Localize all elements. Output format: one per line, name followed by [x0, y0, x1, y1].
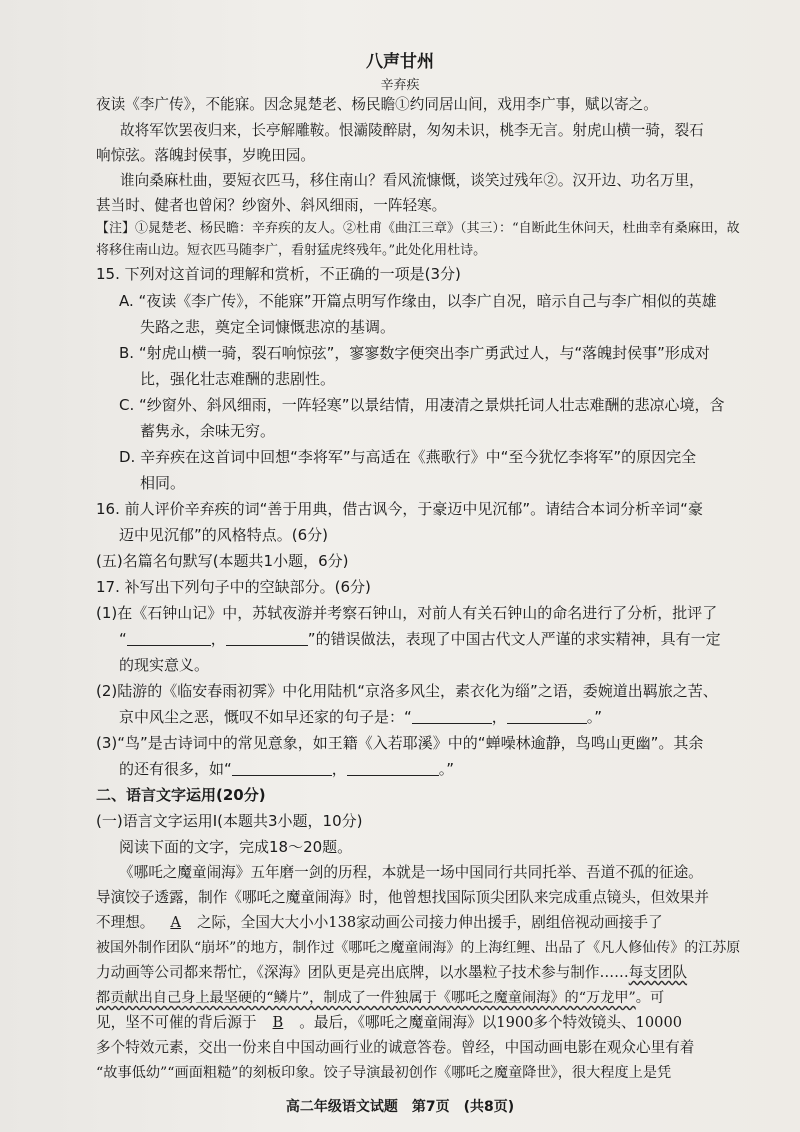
wavy-underlined-text: 都贡献出自己身上最坚硬的“鳞片”，制成了一件独属于《哪吒之魔童闹海》的“万龙甲” — [96, 990, 636, 1006]
poem-preface: 夜读《李广传》，不能寐。因念晁楚老、杨民瞻①约同居山间，戏用李广事，赋以寄之。 — [96, 96, 658, 113]
poem-line: 故将军饮罢夜归来，长亭解雕鞍。恨灞陵醉尉，匆匆未识，桃李无言。射虎山横一骑，裂石 — [120, 122, 704, 139]
q17-part1-end: 的现实意义。 — [119, 656, 210, 674]
passage-line: 导演饺子透露，制作《哪吒之魔童闹海》时，他曾想找国际顶尖团队来完成重点镜头，但效果并 — [96, 889, 709, 906]
question-16-cont: 迈中见沉郁”的风格特点。(6分) — [119, 526, 329, 544]
poem-note: 将移住南山边。短衣匹马随李广，看射猛虎终残年。”此处化用杜诗。 — [96, 243, 487, 258]
poem-author: 辛弃疾 — [380, 78, 420, 93]
answer-blank[interactable] — [507, 707, 587, 724]
passage-text: 。最后，《哪吒之魔童闹海》以1900多个特效镜头、10000 — [299, 1014, 683, 1031]
passage-line-wavy — [96, 987, 664, 1009]
q15-option-c-cont: 蓄隽永，余味无穷。 — [140, 422, 276, 440]
q17-part2-blanks — [119, 706, 602, 728]
q15-option-a-cont: 失路之悲，奠定全词慷慨悲凉的基调。 — [140, 318, 396, 336]
section-5-heading: (五)名篇名句默写(本题共1小题，6分) — [96, 552, 349, 570]
passage-text: 不理想。 — [96, 914, 155, 931]
close-quote: 。” — [438, 760, 455, 778]
page-footer: 高二年级语文试题 第7页 (共8页) — [285, 1099, 515, 1115]
open-quote: “ — [119, 630, 127, 648]
wavy-underlined-text: 每支团队 — [628, 964, 688, 981]
question-17-stem: 17. 补写出下列句子中的空缺部分。(6分) — [96, 578, 371, 596]
blank-a[interactable]: A — [170, 914, 181, 931]
passage-line-wavy — [96, 962, 687, 984]
poem-note: 【注】①晁楚老、杨民瞻：辛弃疾的友人。②杜甫《曲江三章》（其三）：“自断此生休问天，杜曲幸有桑麻田，故 — [96, 221, 740, 236]
poem-title: 八声甘州 — [366, 52, 434, 72]
q17-part3-blanks — [119, 758, 454, 780]
passage-text: 见，坚不可催的背后源于 — [96, 1014, 257, 1031]
answer-blank[interactable] — [412, 707, 492, 724]
part-2-subheading: (一)语言文字运用Ⅰ(本题共3小题，10分) — [96, 812, 363, 830]
passage-text: 力动画等公司都来帮忙，《深海》团队更是亮出底牌，以水墨粒子技术参与制作…… — [96, 964, 629, 981]
comma: ， — [210, 630, 226, 648]
passage-text: 之际，全国大大小小138家动画公司接力伸出援手，剧组倍视动画接手了 — [196, 914, 663, 931]
q17-part1: (1)在《石钟山记》中，苏轼夜游并考察石钟山，对前人有关石钟山的命名进行了分析，批评了 — [96, 604, 718, 622]
q17-part2: (2)陆游的《临安春雨初霁》中化用陆机“京洛多风尘，素衣化为缁”之语，委婉道出羁旅之苦、 — [96, 682, 718, 700]
q17-part1-rest: ”的错误做法，表现了中国古代文人严谨的求实精神，具有一定 — [307, 630, 721, 648]
passage-line: 被国外制作团队“崩坏”的地方，制作过《哪吒之魔童闹海》的上海红鲤、出品了《凡人修仙传》的江苏原 — [96, 940, 741, 956]
q15-option-d-cont: 相同。 — [140, 474, 186, 492]
q17-part3: (3)“鸟”是古诗词中的常见意象，如王籍《入若耶溪》中的“蝉噪林逾静，鸟鸣山更幽”。其余 — [96, 734, 704, 752]
q17-part1-blanks — [119, 628, 721, 650]
q15-option-d: D. 辛弃疾在这首词中回想“李将军”与高适在《燕歌行》中“至今犹忆李将军”的原因完全 — [119, 448, 697, 466]
passage-text: 。可 — [635, 990, 665, 1006]
q15-option-a: A. “夜读《李广传》，不能寐”开篇点明写作缘由，以李广自况，暗示自己与李广相似的英雄 — [119, 292, 717, 310]
passage-line-blank-b — [96, 1012, 682, 1034]
passage-line-blank-a — [96, 912, 663, 934]
q15-option-b: B. “射虎山横一骑，裂石响惊弦”，寥寥数字便突出李广勇武过人，与“落魄封侯事”形成对 — [119, 344, 710, 362]
answer-blank[interactable] — [232, 759, 332, 776]
passage-line: 《哪吒之魔童闹海》五年磨一剑的历程，本就是一场中国同行共同托举、吾道不孤的征途。 — [119, 864, 703, 881]
part-2-heading: 二、语言文字运用(20分) — [96, 786, 266, 804]
q17-part2-text: 京中风尘之恶，慨叹不如早还家的句子是：“ — [119, 708, 412, 726]
reading-instruction: 阅读下面的文字，完成18～20题。 — [119, 838, 353, 856]
question-15-stem: 15. 下列对这首词的理解和赏析，不正确的一项是(3分) — [96, 265, 461, 283]
answer-blank[interactable] — [127, 629, 211, 646]
comma: ， — [331, 760, 347, 778]
passage-line: “故事低幼”“画面粗糙”的刻板印象。饺子导演最初创作《哪吒之魔童降世》，很大程度上是凭 — [96, 1065, 672, 1081]
question-16: 16. 前人评价辛弃疾的词“善于用典，借古讽今，于豪迈中见沉郁”。请结合本词分析辛词“豪 — [96, 500, 703, 518]
close-quote: 。” — [586, 708, 603, 726]
q17-part3-text: 的还有很多，如“ — [119, 760, 232, 778]
blank-b[interactable]: B — [272, 1014, 284, 1031]
comma: ， — [491, 708, 507, 726]
poem-line: 甚当时、健者也曾闲？纱窗外、斜风细雨，一阵轻寒。 — [96, 197, 447, 214]
q15-option-c: C. “纱窗外、斜风细雨，一阵轻寒”以景结情，用凄清之景烘托词人壮志难酬的悲凉心境，含 — [119, 396, 725, 414]
passage-line: 多个特效元素，交出一份来自中国动画行业的诚意答卷。曾经，中国动画电影在观众心里有着 — [96, 1039, 695, 1056]
q15-option-b-cont: 比，强化壮志难酬的悲剧性。 — [140, 370, 336, 388]
answer-blank[interactable] — [226, 629, 308, 646]
answer-blank[interactable] — [347, 759, 439, 776]
poem-line: 谁向桑麻杜曲，要短衣匹马，移住南山？看风流慷慨，谈笑过残年②。汉开边、功名万里， — [120, 172, 704, 189]
poem-line: 响惊弦。落魄封侯事，岁晚田园。 — [96, 147, 315, 164]
